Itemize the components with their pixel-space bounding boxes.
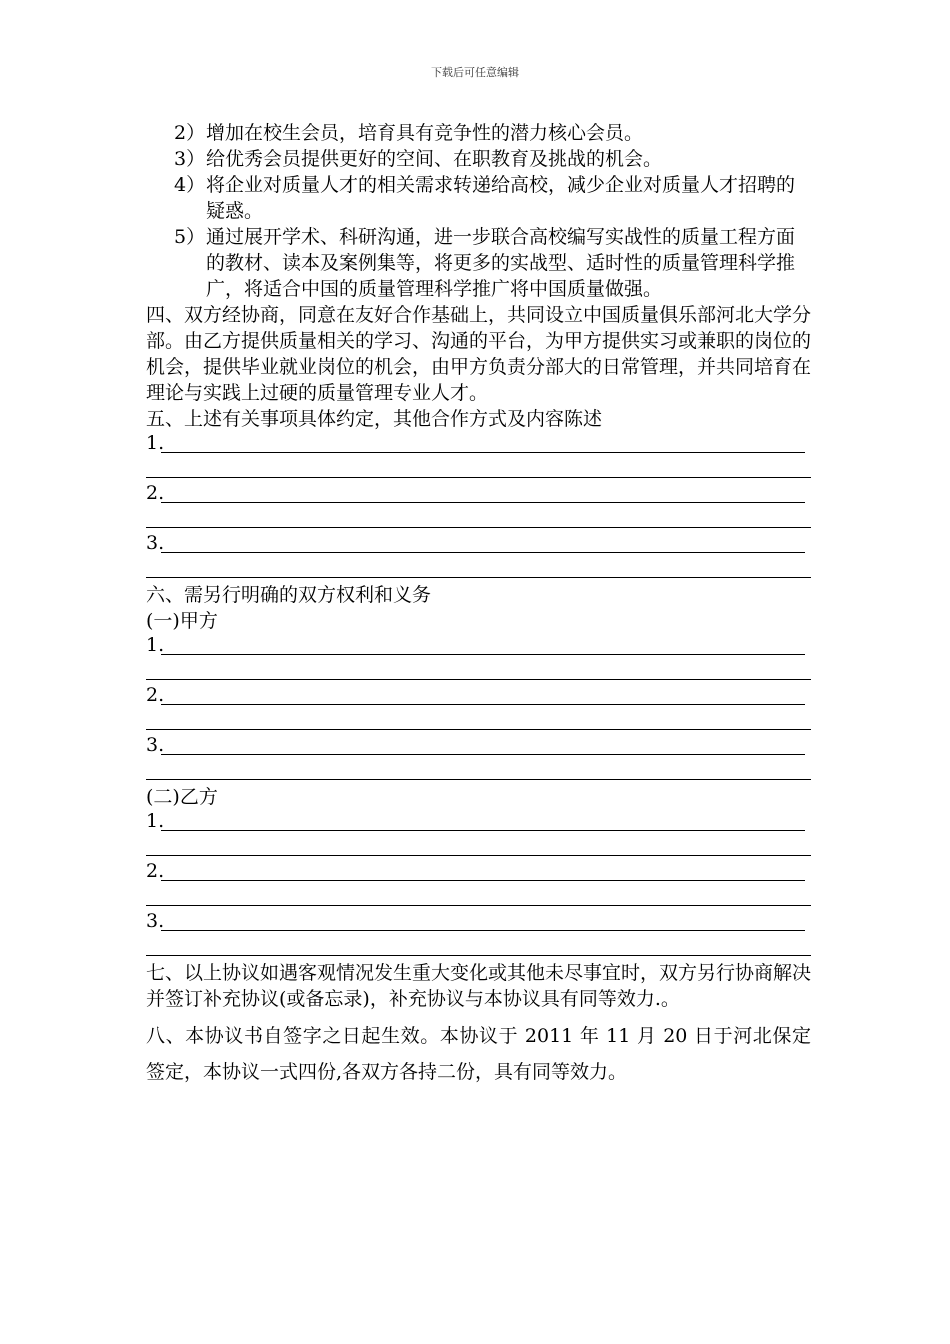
fill-in-line[interactable] bbox=[146, 634, 811, 658]
agreement-year: 2011 bbox=[524, 1025, 574, 1047]
fill-in-line-number: 3. bbox=[146, 734, 165, 756]
document-body bbox=[146, 120, 811, 1090]
fill-in-blank-line[interactable] bbox=[146, 556, 811, 582]
fill-in-line-number: 2. bbox=[146, 860, 165, 882]
fill-in-line[interactable] bbox=[146, 432, 811, 456]
fill-in-blank-line[interactable] bbox=[146, 834, 811, 860]
list-item bbox=[146, 146, 811, 172]
fill-in-line[interactable] bbox=[146, 810, 811, 834]
fill-in-blank-line[interactable] bbox=[146, 934, 811, 960]
fill-in-blank-line[interactable] bbox=[146, 456, 811, 482]
party-b-label: (二)乙方 bbox=[146, 786, 218, 808]
agreement-month: 11 bbox=[606, 1025, 631, 1047]
list-item bbox=[146, 172, 811, 224]
page-header-note: 下载后可任意编辑 bbox=[431, 66, 519, 79]
section-6-heading: 六、需另行明确的双方权利和义务 bbox=[146, 584, 432, 606]
fill-in-line-number: 2. bbox=[146, 684, 165, 706]
list-item-text: 给优秀会员提供更好的空间、在职教育及挑战的机会。 bbox=[206, 148, 663, 170]
fill-in-line-number: 2. bbox=[146, 482, 165, 504]
list-item-text: 增加在校生会员，培育具有竞争性的潜力核心会员。 bbox=[206, 122, 644, 144]
list-item bbox=[146, 224, 811, 302]
fill-in-line-number: 3. bbox=[146, 910, 165, 932]
fill-in-line-number: 3. bbox=[146, 532, 165, 554]
list-item-text: 通过展开学术、科研沟通，进一步联合高校编写实战性的质量工程方面的教材、读本及案例集等，将更多的实战型、适时性的质量管理科学推广，将适合中国的质量管理科学推广将中国质量做强。 bbox=[206, 226, 796, 300]
fill-in-blank-line[interactable] bbox=[146, 658, 811, 684]
list-item bbox=[146, 120, 811, 146]
list-item-number: 3） bbox=[174, 148, 206, 170]
fill-in-blank-line[interactable] bbox=[146, 708, 811, 734]
fill-in-line[interactable] bbox=[146, 532, 811, 556]
fill-in-blank-line[interactable] bbox=[146, 758, 811, 784]
fill-in-line[interactable] bbox=[146, 860, 811, 884]
section-8-text-end: 日于河北保定签定，本协议一式四份,各双方各持二份，具有同等效力。 bbox=[146, 1025, 811, 1083]
section-4-paragraph: 四、双方经协商，同意在友好合作基础上，共同设立中国质量俱乐部河北大学分部。由乙方提供质量相关的学习、沟通的平台，为甲方提供实习或兼职的岗位的机会，提供毕业就业岗位的机会，由甲方负责分部大的日常管理，并共同培育在理论与实践上过硬的质量管理专业人才。 bbox=[146, 304, 812, 404]
fill-in-line-number: 1. bbox=[146, 432, 165, 454]
list-item-number: 2） bbox=[174, 122, 206, 144]
fill-in-blank-line[interactable] bbox=[146, 506, 811, 532]
fill-in-line[interactable] bbox=[146, 734, 811, 758]
section-8-paragraph bbox=[146, 1018, 811, 1090]
fill-in-line-number: 1. bbox=[146, 810, 165, 832]
year-unit: 年 bbox=[579, 1025, 600, 1047]
fill-in-line[interactable] bbox=[146, 910, 811, 934]
fill-in-line[interactable] bbox=[146, 684, 811, 708]
fill-in-line-number: 1. bbox=[146, 634, 165, 656]
section-5-heading: 五、上述有关事项具体约定，其他合作方式及内容陈述 bbox=[146, 408, 603, 430]
fill-in-line[interactable] bbox=[146, 482, 811, 506]
fill-in-blank-line[interactable] bbox=[146, 884, 811, 910]
list-item-number: 4） bbox=[174, 174, 206, 196]
list-item-text: 将企业对质量人才的相关需求转递给高校，减少企业对质量人才招聘的疑惑。 bbox=[206, 174, 796, 222]
agreement-day: 20 bbox=[663, 1025, 688, 1047]
party-a-label: (一)甲方 bbox=[146, 610, 218, 632]
list-item-number: 5） bbox=[174, 226, 206, 248]
section-8-text: 八、本协议书自签字之日起生效。本协议于 bbox=[146, 1025, 519, 1047]
section-7-paragraph: 七、以上协议如遇客观情况发生重大变化或其他未尽事宜时，双方另行协商解决并签订补充协议(或备忘录)，补充协议与本协议具有同等效力.。 bbox=[146, 962, 812, 1010]
month-unit: 月 bbox=[636, 1025, 657, 1047]
